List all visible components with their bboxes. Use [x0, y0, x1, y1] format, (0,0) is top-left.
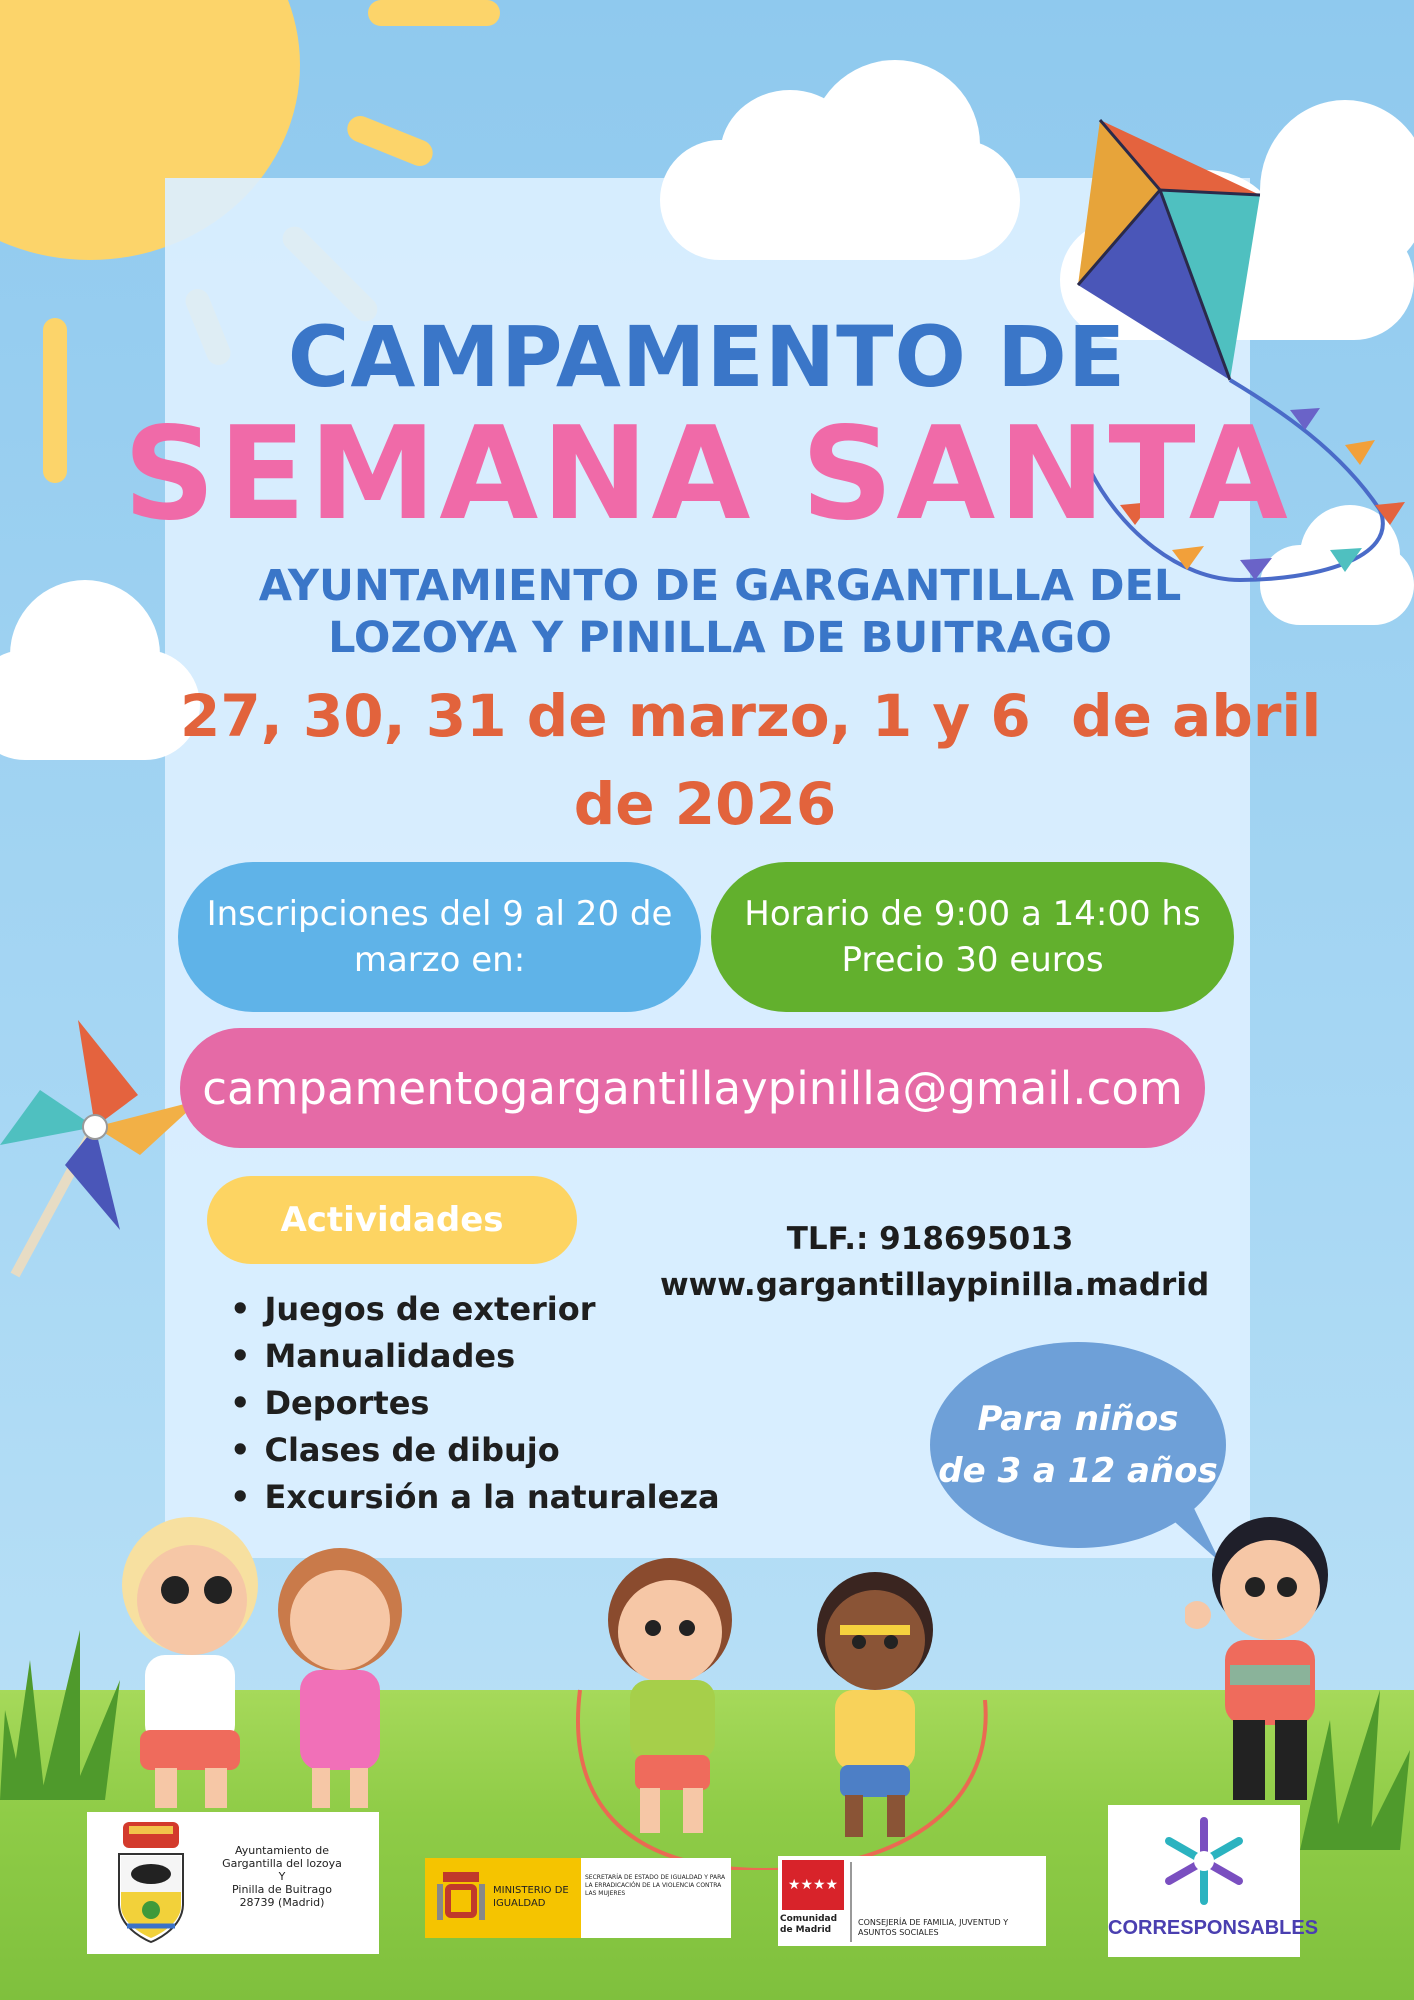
ayuntamiento-line-5: 28739 (Madrid) — [239, 1896, 325, 1909]
ayuntamiento-line-1: Ayuntamiento de — [234, 1844, 330, 1857]
schedule-line-2: Precio 30 euros — [841, 940, 1104, 980]
comunidad-sub: CONSEJERÍA DE FAMILIA, JUVENTUD Y ASUNTOS SOCIALES — [858, 1918, 1009, 1937]
email-pill[interactable] — [180, 1028, 1205, 1148]
ministerio-sub: SECRETARÍA DE ESTADO DE IGUALDAD Y PARA LA ERRADICACIÓN DE LA VIOLENCIA CONTRA LAS MUJERES — [585, 1874, 726, 1897]
corresponsables-logo — [1108, 1805, 1319, 1957]
title-line-1: CAMPAMENTO DE — [287, 308, 1127, 406]
organizer-line-2: LOZOYA Y PINILLA DE BUITRAGO — [328, 613, 1112, 663]
ayuntamiento-line-3: Y — [278, 1870, 286, 1883]
ayuntamiento-line-4: Pinilla de Buitrago — [232, 1883, 332, 1896]
age-line-2: de 3 a 12 años — [938, 1451, 1218, 1491]
list-item: • Deportes — [230, 1380, 720, 1427]
email-link[interactable]: campamentogargantillaypinilla@gmail.com — [202, 1061, 1183, 1115]
list-item: • Excursión a la naturaleza — [230, 1474, 720, 1521]
list-item: • Manualidades — [230, 1333, 720, 1380]
ministerio-name: MINISTERIO DE IGUALDAD — [493, 1885, 569, 1909]
pinwheel-icon — [0, 1015, 210, 1285]
activities-heading: Actividades — [280, 1200, 504, 1240]
title-line-2: SEMANA SANTA — [123, 400, 1291, 549]
children-illustration — [100, 1490, 440, 1820]
cloud-icon — [660, 60, 1020, 270]
contact-info — [660, 1216, 1210, 1308]
coat-of-arms-icon — [437, 1868, 485, 1928]
dates-line-2: de 2026 — [573, 770, 837, 838]
schedule-pill — [711, 862, 1234, 1012]
corresponsables-logo-icon — [1154, 1813, 1254, 1909]
cloud-icon — [0, 580, 200, 770]
corresponsables-text: CORRESPONSABLES — [1108, 1917, 1319, 1939]
organizer — [240, 560, 1200, 664]
phone[interactable]: TLF.: 918695013 — [786, 1221, 1074, 1257]
ayuntamiento-logo-text — [197, 1844, 367, 1909]
inscriptions-line-1: Inscripciones del 9 al 20 de — [206, 894, 673, 934]
dates-line-1: 27, 30, 31 de marzo, 1 y 6 de abril — [180, 682, 1322, 750]
organizer-line-1: AYUNTAMIENTO DE GARGANTILLA DEL — [258, 561, 1182, 611]
inscriptions-line-2: marzo en: — [353, 940, 526, 980]
activities-list — [230, 1286, 720, 1521]
comunidad-name: Comunidad de Madrid — [780, 1914, 838, 1935]
comunidad-madrid-flag-icon: ★★★★ — [782, 1860, 844, 1910]
ministerio-igualdad-logo — [425, 1858, 731, 1938]
comunidad-madrid-logo — [778, 1856, 1046, 1946]
ayuntamiento-logo — [87, 1812, 379, 1954]
dates — [180, 672, 1322, 848]
list-item: • Clases de dibujo — [230, 1427, 720, 1474]
activities-heading-pill — [207, 1176, 577, 1264]
ayuntamiento-line-2: Gargantilla del lozoya — [222, 1857, 342, 1870]
children-illustration — [1185, 1515, 1355, 1805]
children-illustration — [575, 1550, 1005, 1870]
website-link[interactable]: www.gargantillaypinilla.madrid — [660, 1267, 1210, 1303]
age-line-1: Para niños — [977, 1399, 1179, 1439]
sun-ray — [368, 0, 500, 26]
list-item: • Juegos de exterior — [230, 1286, 720, 1333]
inscriptions-pill — [178, 862, 701, 1012]
coat-of-arms-icon — [111, 1822, 191, 1944]
schedule-line-1: Horario de 9:00 a 14:00 hs — [744, 894, 1201, 934]
